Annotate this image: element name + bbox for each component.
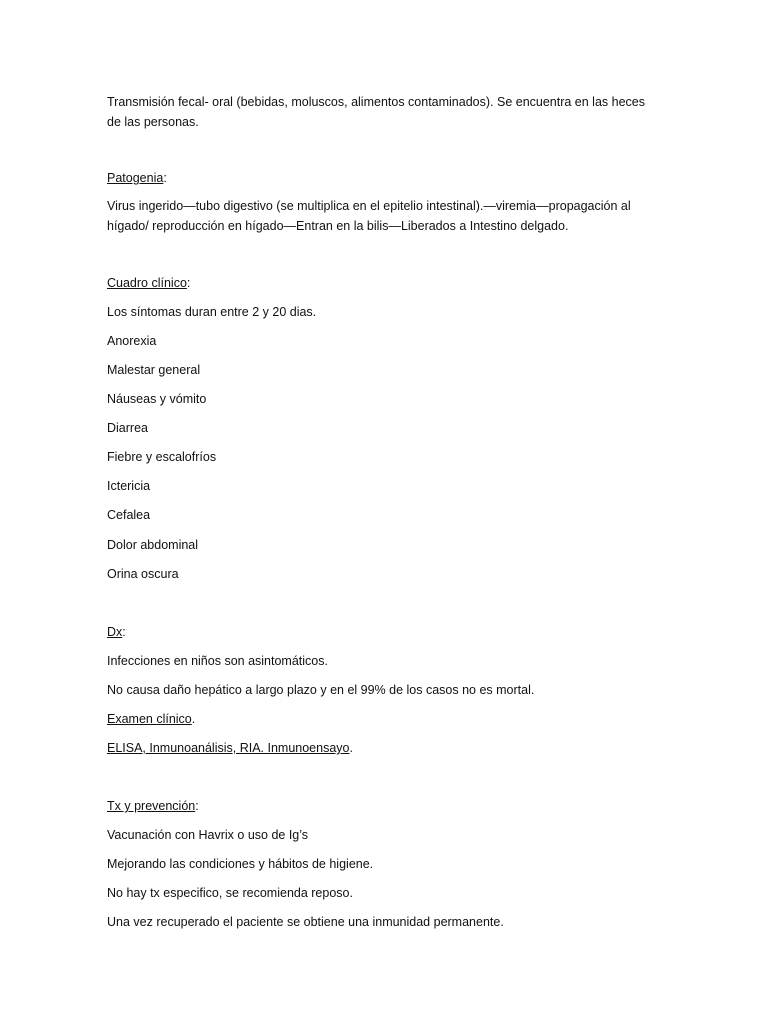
symptom-item: Ictericia: [107, 479, 151, 493]
symptom-item: Anorexia: [107, 334, 157, 348]
section-heading-patogenia: [107, 168, 167, 188]
symptom-item: Cefalea: [107, 508, 151, 522]
tx-item: Vacunación con Havrix o uso de Ig’s: [107, 828, 309, 842]
dx-examen-clinico: [107, 709, 195, 729]
intro-line: de las personas.: [107, 115, 199, 129]
heading-colon: :: [163, 171, 167, 185]
tests-text: ELISA, Inmunoanálisis, RIA. Inmunoensayo: [107, 741, 350, 755]
tx-item: Mejorando las condiciones y hábitos de higiene.: [107, 857, 374, 871]
examen-text: Examen clínico: [107, 712, 192, 726]
heading-colon: :: [195, 799, 199, 813]
tx-item: No hay tx especifico, se recomienda reposo.: [107, 886, 353, 900]
symptom-item: Malestar general: [107, 363, 201, 377]
heading-text: Patogenia: [107, 171, 164, 185]
symptom-item: Diarrea: [107, 421, 148, 435]
patogenia-line: Virus ingerido—tubo digestivo (se multiplica en el epitelio intestinal).—viremia—propagación al: [107, 199, 631, 213]
patogenia-line: hígado/ reproducción en hígado—Entran en la bilis—Liberados a Intestino delgado.: [107, 219, 569, 233]
section-heading-tx: [107, 796, 199, 816]
dx-line: No causa daño hepático a largo plazo y en el 99% de los casos no es mortal.: [107, 683, 535, 697]
symptom-item: Fiebre y escalofríos: [107, 450, 217, 464]
intro-line: Transmisión fecal- oral (bebidas, moluscos, alimentos contaminados). Se encuentra en las heces: [107, 95, 645, 109]
symptom-item: Dolor abdominal: [107, 538, 199, 552]
section-heading-cuadro-clinico: [107, 273, 190, 293]
heading-text: Tx y prevención: [107, 799, 196, 813]
tests-period: .: [349, 741, 353, 755]
heading-text: Dx: [107, 625, 123, 639]
examen-period: .: [191, 712, 196, 726]
symptom-item: Náuseas y vómito: [107, 392, 207, 406]
dx-line: Infecciones en niños son asintomáticos.: [107, 654, 328, 668]
intro-paragraph: [107, 92, 652, 132]
symptom-item: Los síntomas duran entre 2 y 20 dias.: [107, 305, 317, 319]
heading-colon: :: [186, 276, 191, 290]
symptom-item: Orina oscura: [107, 567, 179, 581]
tx-item: Una vez recuperado el paciente se obtiene una inmunidad permanente.: [107, 915, 504, 929]
dx-tests: [107, 738, 353, 758]
section-heading-dx: [107, 622, 126, 642]
heading-text: Cuadro clínico: [107, 276, 187, 290]
patogenia-paragraph: [107, 196, 652, 236]
heading-colon: :: [122, 625, 126, 639]
